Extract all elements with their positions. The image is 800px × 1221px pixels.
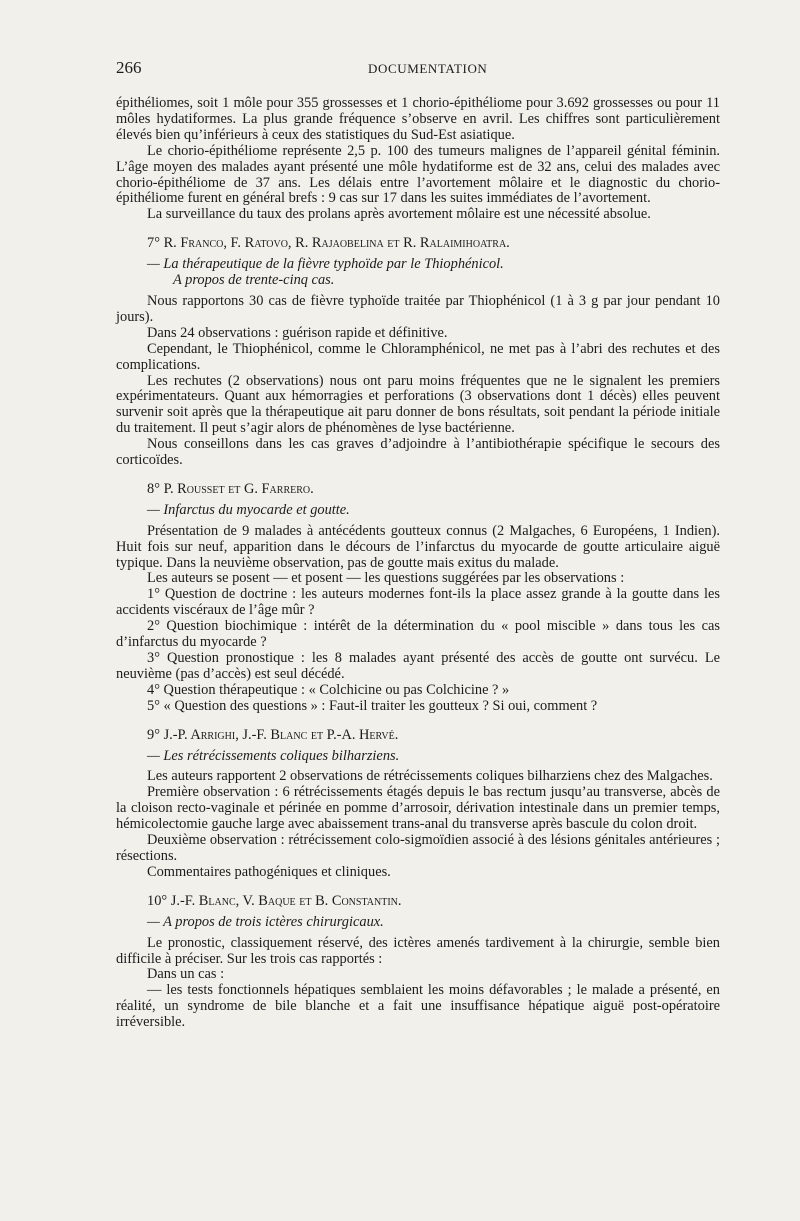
section-number: 7°	[147, 235, 160, 252]
section-number: 9°	[147, 726, 160, 743]
section-authors: P. Rousset et G. Farrero.	[163, 480, 314, 497]
section-authors: J.-P. Arrighi, J.-F. Blanc et P.-A. Hervé.	[163, 726, 399, 743]
page-number: 266	[116, 58, 142, 77]
running-head: DOCUMENTATION	[368, 61, 488, 76]
section-heading-7	[116, 236, 720, 252]
section-heading-10	[116, 894, 720, 910]
section-heading-9	[116, 728, 720, 744]
paragraph: La surveillance du taux des prolans après avortement môlaire est une nécessité absolue.	[147, 206, 651, 223]
paragraph: 2° Question biochimique : intérêt de la détermination du « pool miscible » dans tous les cas d’infarctus du myocarde ?	[116, 618, 720, 651]
section-authors: J.-F. Blanc, V. Baque et B. Constantin.	[170, 892, 402, 909]
paragraph: Présentation de 9 malades à antécédents goutteux connus (2 Malgaches, 6 Européens, 1 Indien). Huit fois sur neuf, apparition dans le décours de l’infarctus du myocarde de goutte articulaire aiguë typique. Dans la neuvième observation, pas de goutte mais exitus du malade.	[116, 522, 720, 571]
paragraph: 4° Question thérapeutique : « Colchicine ou pas Colchicine ? »	[147, 681, 510, 698]
paragraph: 1° Question de doctrine : les auteurs modernes font-ils la place assez grande à la goutte dans les accidents viscéraux de l’âge mûr ?	[116, 586, 720, 619]
section-authors: R. Franco, F. Ratovo, R. Rajaobelina et R. Ralaimihoatra.	[163, 235, 510, 252]
paragraph: Les auteurs rapportent 2 observations de rétrécissements coliques bilharziens chez des Malgaches.	[147, 768, 713, 785]
section-title: — Les rétrécissements coliques bilharziens.	[147, 747, 400, 764]
page-header	[116, 58, 720, 82]
section-number: 8°	[147, 480, 160, 497]
paragraph: Cependant, le Thiophénicol, comme le Chloramphénicol, ne met pas à l’abri des rechutes et des complications.	[116, 340, 720, 373]
section-number: 10°	[147, 892, 168, 909]
paragraph: Les rechutes (2 observations) nous ont paru moins fréquentes que ne le signalent les premiers expérimentateurs. Quant aux hémorragies et perforations (3 observations dont 1 décès) elles peuvent survenir soit après que la thérapeutique ait paru donner de bons résultats, soit pendant la période initiale du traitement. Il peut s’agir alors de phénomènes de lyse bactérienne.	[116, 372, 720, 437]
paragraph: Les auteurs se posent — et posent — les questions suggérées par les observations :	[147, 570, 625, 587]
paragraph: Commentaires pathogéniques et cliniques.	[147, 863, 391, 880]
paragraph: Nous rapportons 30 cas de fièvre typhoïde traitée par Thiophénicol (1 à 3 g par jour pendant 10 jours).	[116, 292, 720, 325]
paragraph: Deuxième observation : rétrécissement colo-sigmoïdien associé à des lésions génitales antérieures ; résections.	[116, 832, 720, 864]
paragraph: Nous conseillons dans les cas graves d’adjoindre à l’antibiothérapie spécifique le secours des corticoïdes.	[116, 436, 720, 469]
section-heading-8	[116, 482, 720, 498]
section-title: — A propos de trois ictères chirurgicaux.	[147, 913, 384, 930]
paragraph: — les tests fonctionnels hépatiques semblaient les moins défavorables ; le malade a présenté, en réalité, un syndrome de bile blanche et a fait une insuffisance hépatique aiguë post-opératoire irréversible.	[116, 982, 720, 1031]
section-title-continued: A propos de trente-cinq cas.	[173, 272, 335, 289]
section-title: — Infarctus du myocarde et goutte.	[147, 501, 350, 518]
paragraph: Le chorio-épithéliome représente 2,5 p. 100 des tumeurs malignes de l’appareil génital féminin. L’âge moyen des malades ayant présenté une môle hydatiforme est de 32 ans, celui des malades avec chorio-épithéliome de 37 ans. Les délais entre l’avortement môlaire et le diagnostic du chorio-épithéliome furent en général brefs : 9 cas sur 17 dans les suites immédiates de l’avortement.	[116, 142, 720, 207]
paragraph: épithéliomes, soit 1 môle pour 355 grossesses et 1 chorio-épithéliome pour 3.692 grossesses ou pour 11 môles hydatiformes. La plus grande fréquence s’observe en avril. Les chiffres sont particulièrement élevés bien qu’inférieurs à ceux des statistiques du Sud-Est asiatique.	[116, 95, 720, 143]
paragraph: Le pronostic, classiquement réservé, des ictères amenés tardivement à la chirurgie, semble bien difficile à préciser. Sur les trois cas rapportés :	[116, 934, 720, 967]
paragraph: Dans 24 observations : guérison rapide et définitive.	[147, 324, 448, 341]
body-text	[116, 96, 720, 1031]
paragraph: Dans un cas :	[147, 966, 225, 983]
section-title: — La thérapeutique de la fièvre typhoïde par le Thiophénicol.	[147, 256, 504, 273]
paragraph: Première observation : 6 rétrécissements étagés depuis le bas rectum jusqu’au transverse, abcès de la cloison recto-vaginale et périnée en pomme d’arrosoir, dérivation intestinale dans un premier temps, hémicolectomie gauche large avec abaissement trans-anal du transverse après bascule du colon droit.	[116, 784, 720, 833]
paragraph: 3° Question pronostique : les 8 malades ayant présenté des accès de goutte ont survécu. Le neuvième (pas d’accès) est seul décédé.	[116, 650, 720, 682]
paragraph: 5° « Question des questions » : Faut-il traiter les goutteux ? Si oui, comment ?	[147, 697, 598, 714]
